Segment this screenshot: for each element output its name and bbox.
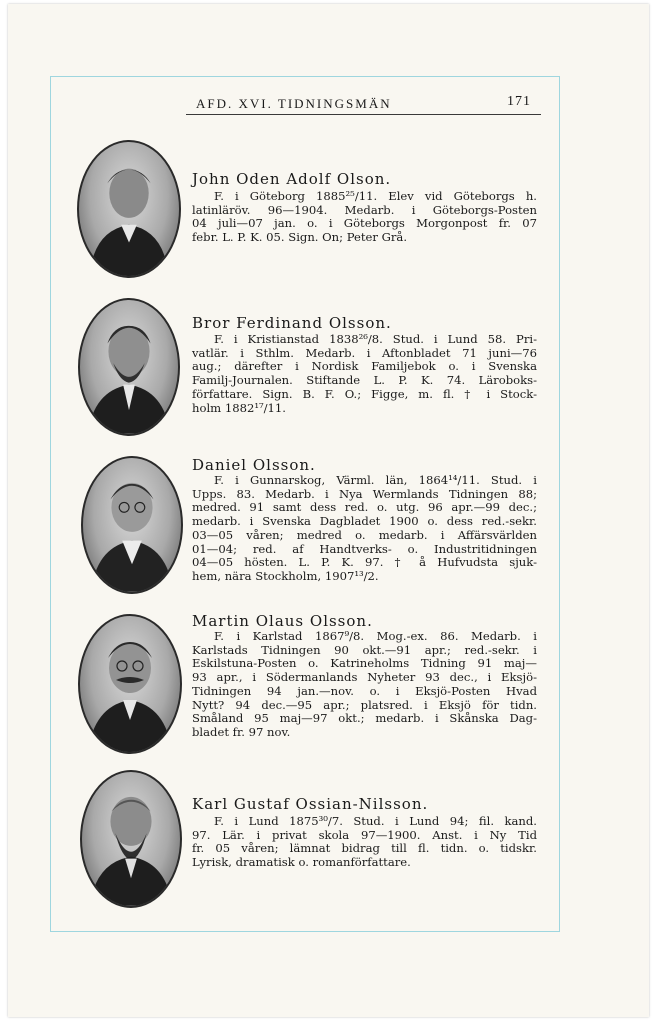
- bio-line: F. i Karlstad 1867⁹/8. Mog.-ex. 86. Medarb. i: [214, 629, 537, 643]
- bio-line: medarb. i Svenska Dagbladet 1900 o. dess red.-sekr.: [192, 514, 537, 529]
- running-header: [186, 94, 541, 114]
- portrait-silhouette: [80, 616, 180, 752]
- entry-bio: [192, 474, 537, 584]
- bio-line: fr. 05 våren; lämnat bidrag till fl. tidn. o. tidskr.: [192, 841, 537, 856]
- bio-line: bladet fr. 97 nov.: [192, 724, 291, 739]
- bio-line: Eskilstuna-Posten o. Katrineholms Tidning 91 maj—: [192, 656, 537, 671]
- portrait-silhouette: [79, 142, 179, 276]
- entry-bio: [192, 815, 537, 870]
- bio-line: 04—05 hösten. L. P. K. 97. † å Hufvudsta sjuk-: [192, 555, 537, 570]
- bio-line: Karlstads Tidningen 90 okt.—91 apr.; red.-sekr. i: [192, 642, 537, 657]
- bio-line: författare. Sign. B. F. O.; Figge, m. fl. † i Stock-: [192, 386, 537, 401]
- entry-name: Daniel Olsson.: [192, 456, 316, 474]
- bio-line: Upps. 83. Medarb. i Nya Wermlands Tidningen 88;: [192, 486, 537, 501]
- bio-line: holm 1882¹⁷/11.: [192, 400, 286, 415]
- bio-line: 93 apr., i Södermanlands Nyheter 93 dec., i Eksjö-: [192, 670, 537, 685]
- bio-line: hem, nära Stockholm, 1907¹³/2.: [192, 568, 379, 583]
- page-number: 171: [507, 94, 531, 109]
- bio-line: Lyrisk, dramatisk o. romanförfattare.: [192, 855, 411, 870]
- portrait-photo: [77, 140, 181, 278]
- bio-line: F. i Gunnarskog, Värml. län, 1864¹⁴/11. Stud. i: [214, 473, 537, 487]
- entry-name: John Oden Adolf Olson.: [192, 170, 392, 188]
- bio-line: 01—04; red. af Handtverks- o. Industritidningen: [192, 541, 537, 556]
- entry-name: Martin Olaus Olsson.: [192, 612, 373, 630]
- portrait-silhouette: [83, 458, 181, 592]
- bio-line: Tidningen 94 jan.—nov. o. i Eksjö-Posten Hvad: [192, 683, 537, 698]
- bio-line: 03—05 våren; medred o. medarb. i Affärsvärlden: [192, 527, 537, 542]
- biography-entry: [72, 298, 542, 438]
- biography-entry: [72, 140, 542, 280]
- header-rule: [186, 114, 541, 115]
- bio-line: F. i Kristianstad 1838²⁶/8. Stud. i Lund 58. Pri-: [214, 332, 537, 346]
- portrait-silhouette: [82, 772, 180, 906]
- header-title: AFD. XVI. TIDNINGSMÄN: [196, 96, 392, 111]
- portrait-silhouette: [80, 300, 178, 434]
- entry-name: Bror Ferdinand Olsson.: [192, 314, 392, 332]
- bio-line: medred. 91 samt dess red. o. utg. 96 apr.—99 dec.;: [192, 500, 537, 515]
- entry-bio: [192, 333, 537, 415]
- bio-line: aug.; därefter i Nordisk Familjebok o. i Svenska: [192, 359, 537, 374]
- bio-line: Familj-Journalen. Stiftande L. P. K. 74. Läroboks-: [192, 373, 537, 388]
- bio-line: vatlär. i Sthlm. Medarb. i Aftonbladet 71 juni—76: [192, 345, 537, 360]
- bio-line: F. i Göteborg 1885²⁵/11. Elev vid Göteborgs h.: [214, 189, 537, 203]
- bio-line: Nytt? 94 dec.—95 apr.; platsred. i Eksjö för tidn.: [192, 697, 537, 712]
- portrait-photo: [78, 298, 180, 436]
- biography-entry: [72, 456, 542, 596]
- portrait-photo: [81, 456, 183, 594]
- bio-line: 97. Lär. i privat skola 97—1900. Anst. i Ny Tid: [192, 827, 537, 842]
- bio-line: febr. L. P. K. 05. Sign. On; Peter Grå.: [192, 230, 408, 245]
- bio-line: F. i Lund 1875³⁰/7. Stud. i Lund 94; fil. kand.: [214, 814, 537, 828]
- entry-name: Karl Gustaf Ossian-Nilsson.: [192, 795, 429, 813]
- entry-bio: [192, 190, 537, 245]
- entry-bio: [192, 630, 537, 740]
- biography-entry: [72, 770, 542, 912]
- bio-line: 04 juli—07 jan. o. i Göteborgs Morgonpost fr. 07: [192, 216, 537, 231]
- biography-entry: [72, 612, 542, 754]
- bio-line: latinläröv. 96—1904. Medarb. i Göteborgs-Posten: [192, 202, 537, 217]
- bio-line: Småland 95 maj—97 okt.; medarb. i Skånska Dag-: [192, 711, 537, 726]
- portrait-photo: [78, 614, 182, 754]
- portrait-photo: [80, 770, 182, 908]
